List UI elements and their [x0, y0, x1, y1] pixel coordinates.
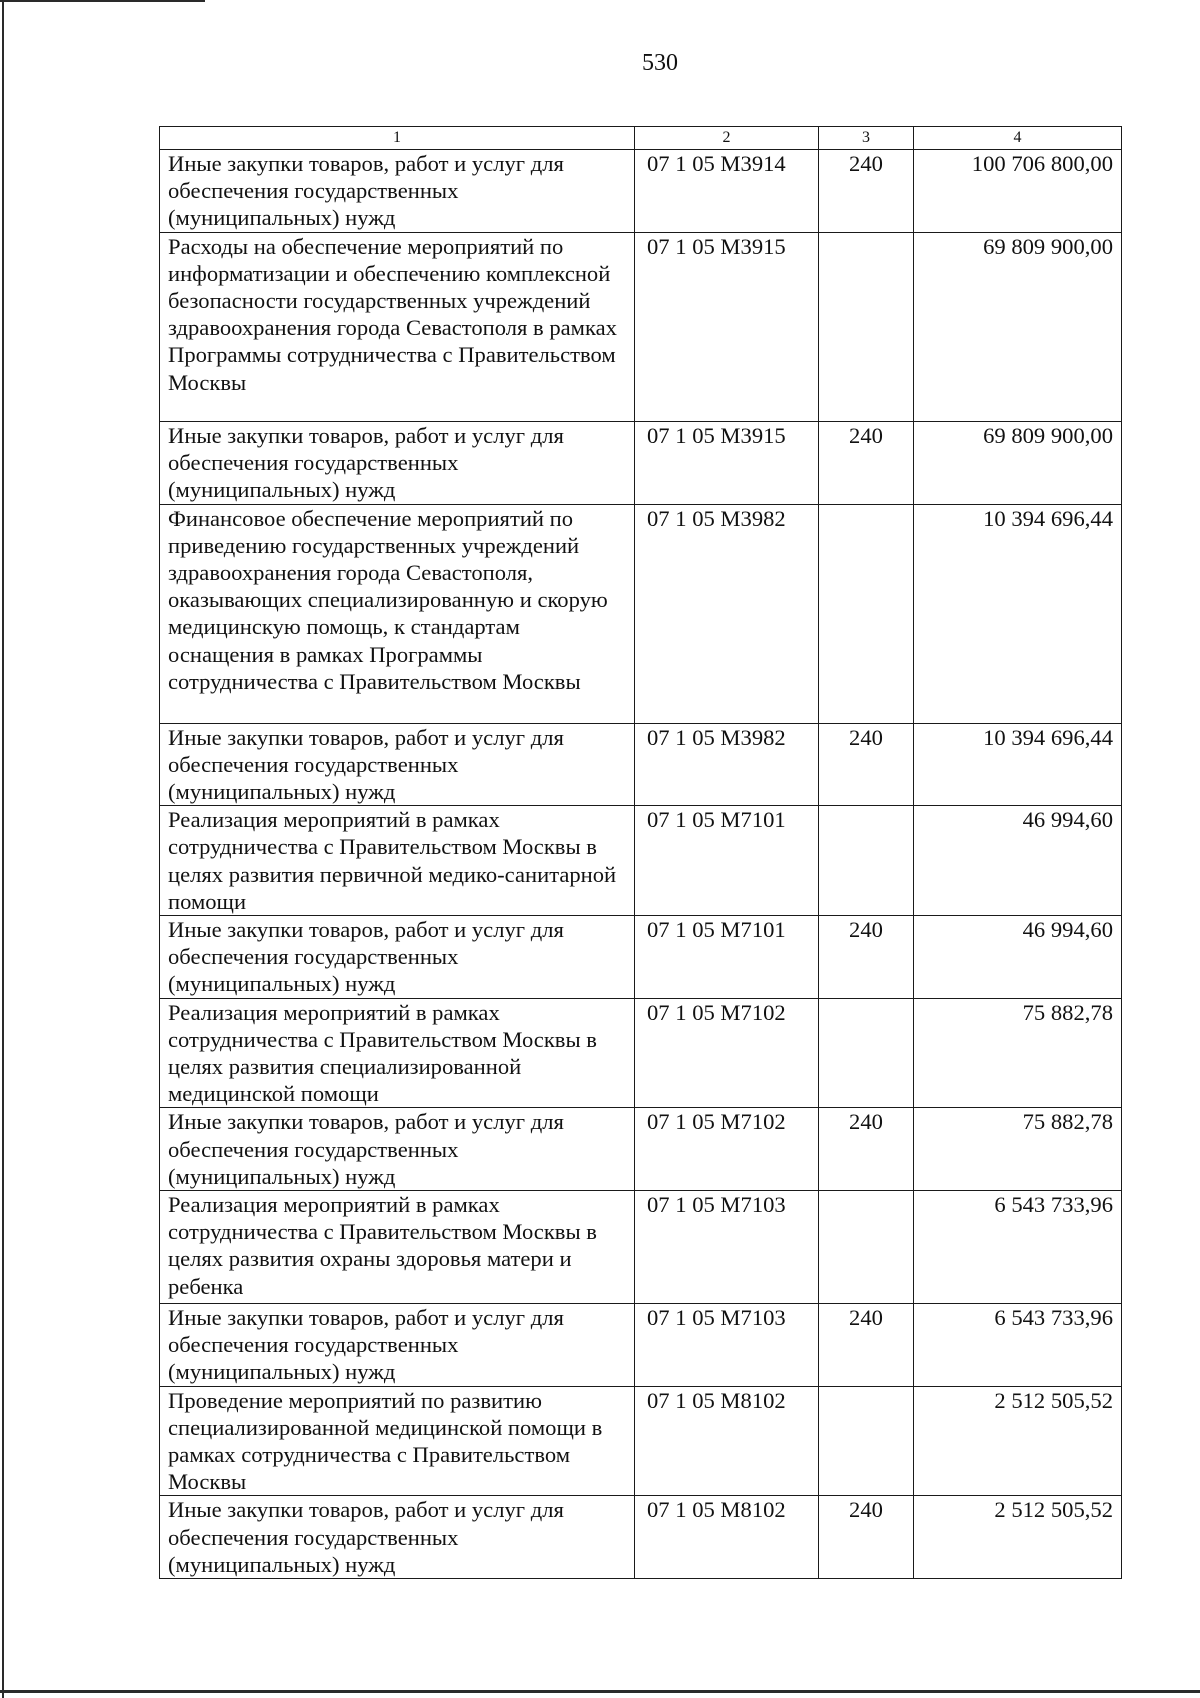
- row-expense-type: [819, 998, 914, 1108]
- row-code: 07 1 05 M7103: [635, 1304, 819, 1387]
- table-row: [160, 1191, 1122, 1304]
- row-amount: 10 394 696,44: [914, 504, 1122, 723]
- table-row: [160, 998, 1122, 1108]
- row-description: Иные закупки товаров, работ и услуг для обеспечения государственных (муниципальных) нужд: [160, 421, 635, 504]
- table-row: [160, 1496, 1122, 1579]
- row-expense-type: [819, 1191, 914, 1304]
- scan-edge-top: [0, 0, 205, 2]
- table-header: [160, 127, 1122, 150]
- row-amount: 6 543 733,96: [914, 1191, 1122, 1304]
- row-expense-type: [819, 806, 914, 916]
- header-col-4: 4: [914, 127, 1122, 150]
- table-body: [160, 150, 1122, 1579]
- table-row: [160, 421, 1122, 504]
- row-expense-type: 240: [819, 916, 914, 999]
- row-description: Иные закупки товаров, работ и услуг для обеспечения государственных (муниципальных) нужд: [160, 916, 635, 999]
- row-code: 07 1 05 M3915: [635, 421, 819, 504]
- row-description: Проведение мероприятий по развитию специализированной медицинской помощи в рамках сотрудничества с Правительством Москвы: [160, 1386, 635, 1496]
- row-description: Реализация мероприятий в рамках сотрудничества с Правительством Москвы в целях развития первичной медико-санитарной помощи: [160, 806, 635, 916]
- row-code: 07 1 05 M3982: [635, 723, 819, 806]
- table-row: [160, 916, 1122, 999]
- row-code: 07 1 05 M8102: [635, 1386, 819, 1496]
- row-code: 07 1 05 M7103: [635, 1191, 819, 1304]
- table-row: [160, 1386, 1122, 1496]
- row-code: 07 1 05 M3982: [635, 504, 819, 723]
- row-description: Финансовое обеспечение мероприятий по приведению государственных учреждений здравоохранения города Севастополя, оказывающих специализированную и скорую медицинскую помощь, к стандартам оснащения в рамках Программы сотрудничества с Правительством Москвы: [160, 504, 635, 723]
- table-row: [160, 806, 1122, 916]
- row-code: 07 1 05 M7102: [635, 998, 819, 1108]
- row-expense-type: 240: [819, 421, 914, 504]
- row-amount: 6 543 733,96: [914, 1304, 1122, 1387]
- row-expense-type: 240: [819, 1108, 914, 1191]
- row-description: Реализация мероприятий в рамках сотрудничества с Правительством Москвы в целях развития охраны здоровья матери и ребенка: [160, 1191, 635, 1304]
- header-col-3: 3: [819, 127, 914, 150]
- row-expense-type: 240: [819, 1304, 914, 1387]
- row-expense-type: [819, 1386, 914, 1496]
- row-amount: 46 994,60: [914, 916, 1122, 999]
- row-description: Иные закупки товаров, работ и услуг для обеспечения государственных (муниципальных) нужд: [160, 723, 635, 806]
- budget-table: [159, 126, 1122, 1579]
- scan-edge-bottom: [0, 1690, 1200, 1693]
- row-amount: 10 394 696,44: [914, 723, 1122, 806]
- row-amount: 46 994,60: [914, 806, 1122, 916]
- row-code: 07 1 05 M3915: [635, 232, 819, 421]
- row-amount: 2 512 505,52: [914, 1386, 1122, 1496]
- header-col-2: 2: [635, 127, 819, 150]
- row-description: Иные закупки товаров, работ и услуг для обеспечения государственных (муниципальных) нужд: [160, 1496, 635, 1579]
- row-code: 07 1 05 M7101: [635, 916, 819, 999]
- row-expense-type: 240: [819, 1496, 914, 1579]
- table-row: [160, 1108, 1122, 1191]
- row-code: 07 1 05 M8102: [635, 1496, 819, 1579]
- row-description: Иные закупки товаров, работ и услуг для обеспечения государственных (муниципальных) нужд: [160, 1304, 635, 1387]
- table-row: [160, 150, 1122, 233]
- table-row: [160, 232, 1122, 421]
- row-amount: 2 512 505,52: [914, 1496, 1122, 1579]
- row-expense-type: [819, 504, 914, 723]
- table-row: [160, 723, 1122, 806]
- row-expense-type: 240: [819, 723, 914, 806]
- row-amount: 75 882,78: [914, 998, 1122, 1108]
- row-amount: 100 706 800,00: [914, 150, 1122, 233]
- row-code: 07 1 05 M7101: [635, 806, 819, 916]
- page-number: 530: [642, 50, 678, 76]
- row-amount: 69 809 900,00: [914, 421, 1122, 504]
- table-row: [160, 1304, 1122, 1387]
- row-expense-type: [819, 232, 914, 421]
- scan-edge-left: [2, 0, 4, 1698]
- row-description: Расходы на обеспечение мероприятий по информатизации и обеспечению комплексной безопасности государственных учреждений здравоохранения города Севастополя в рамках Программы сотрудничества с Правительством Москвы: [160, 232, 635, 421]
- row-description: Иные закупки товаров, работ и услуг для обеспечения государственных (муниципальных) нужд: [160, 150, 635, 233]
- row-amount: 69 809 900,00: [914, 232, 1122, 421]
- table-row: [160, 504, 1122, 723]
- row-amount: 75 882,78: [914, 1108, 1122, 1191]
- header-row: [160, 127, 1122, 150]
- row-code: 07 1 05 M3914: [635, 150, 819, 233]
- header-col-1: 1: [160, 127, 635, 150]
- row-code: 07 1 05 M7102: [635, 1108, 819, 1191]
- row-expense-type: 240: [819, 150, 914, 233]
- row-description: Реализация мероприятий в рамках сотрудничества с Правительством Москвы в целях развития специализированной медицинской помощи: [160, 998, 635, 1108]
- row-description: Иные закупки товаров, работ и услуг для обеспечения государственных (муниципальных) нужд: [160, 1108, 635, 1191]
